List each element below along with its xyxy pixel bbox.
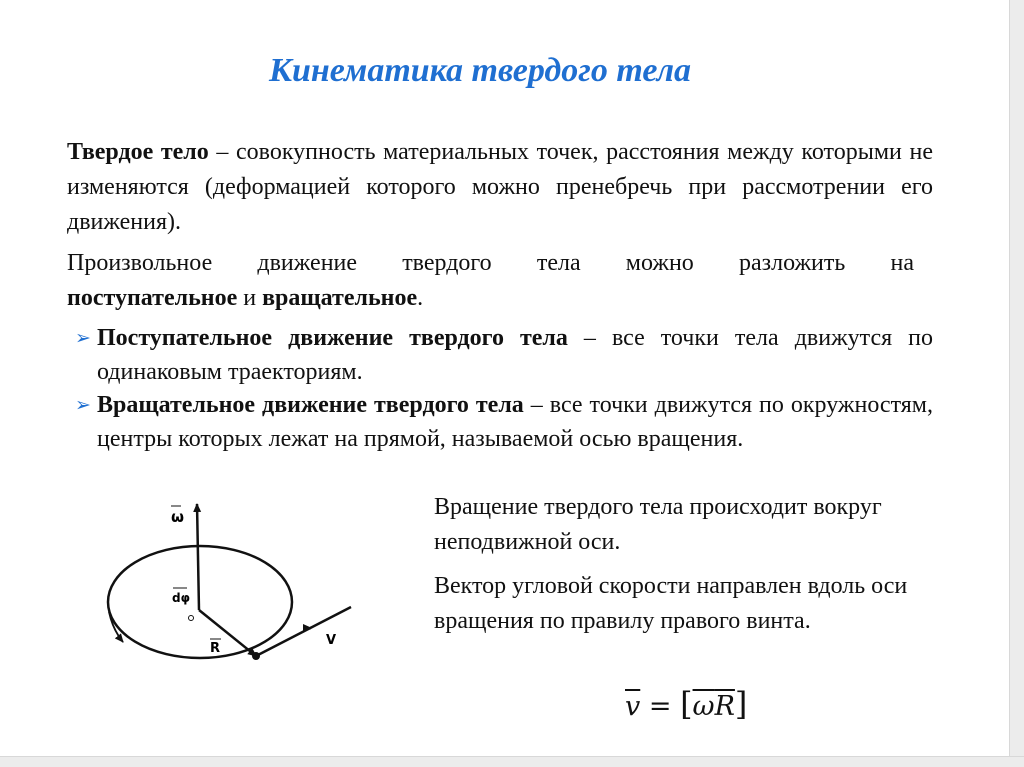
term-translational: поступательное bbox=[67, 285, 238, 311]
v-label: V bbox=[326, 633, 337, 648]
definition-term: Твердое тело bbox=[67, 139, 209, 165]
formula-equals: = bbox=[640, 691, 681, 722]
formula-open-bracket: [ bbox=[680, 685, 693, 723]
definition-text: – совокупность материальных точек, расстояния между которыми не изменяются (деформацией которого можно пренебречь при рассмотрении его движения). bbox=[67, 139, 933, 235]
bullet-arrow-icon: ➢ bbox=[75, 327, 91, 349]
decomposition-line2 bbox=[67, 285, 423, 311]
side-paragraph-2: Вектор угловой скорости направлен вдоль оси вращения по правилу правого винта. bbox=[434, 573, 908, 634]
formula-close-bracket: ] bbox=[734, 685, 748, 723]
decomposition-line1: Произвольное движение твердого тела можно разложить на bbox=[67, 250, 914, 276]
slide-frame-right bbox=[1009, 0, 1024, 767]
formula-lhs: $\overline{v}$ bbox=[625, 691, 641, 722]
decomposition-and: и bbox=[237, 285, 263, 311]
bullet-term: Поступательное движение твердого тела bbox=[97, 325, 568, 351]
r-label: R bbox=[210, 641, 221, 656]
slide-frame-bottom bbox=[0, 756, 1024, 767]
formula-omega: $\overline{\omega}$ bbox=[692, 691, 715, 722]
omega-vector bbox=[197, 504, 199, 610]
velocity-formula bbox=[625, 685, 747, 723]
bullet-translational bbox=[75, 321, 933, 389]
dphi-label: dφ bbox=[172, 591, 190, 605]
omega-label: ω bbox=[171, 508, 185, 526]
velocity-vector bbox=[256, 607, 351, 656]
radius-vector bbox=[199, 610, 256, 656]
bullet-text: – все точки движутся по окружностям, центры которых лежат на прямой, называемой осью вращения. bbox=[97, 392, 933, 452]
side-paragraph-1: Вращение твердого тела происходит вокруг неподвижной оси. bbox=[434, 494, 882, 555]
page-title: Кинематика твердого тела bbox=[268, 52, 692, 89]
bullet-arrow-icon: ➢ bbox=[75, 394, 91, 416]
rotating-point bbox=[252, 652, 260, 660]
term-rotational: вращательное bbox=[262, 285, 418, 311]
decomposition-paragraph bbox=[67, 246, 914, 316]
axis-center bbox=[189, 616, 194, 621]
bullet-term: Вращательное движение твердого тела bbox=[97, 392, 524, 418]
formula-r: $\overline{R}$ bbox=[714, 691, 735, 722]
decomposition-end: . bbox=[417, 285, 424, 311]
definition-paragraph bbox=[67, 135, 933, 240]
bullet-text: – все точки тела движутся по одинаковым траекториям. bbox=[97, 325, 933, 385]
bullet-rotational bbox=[75, 388, 933, 456]
rotation-diagram bbox=[95, 492, 337, 677]
